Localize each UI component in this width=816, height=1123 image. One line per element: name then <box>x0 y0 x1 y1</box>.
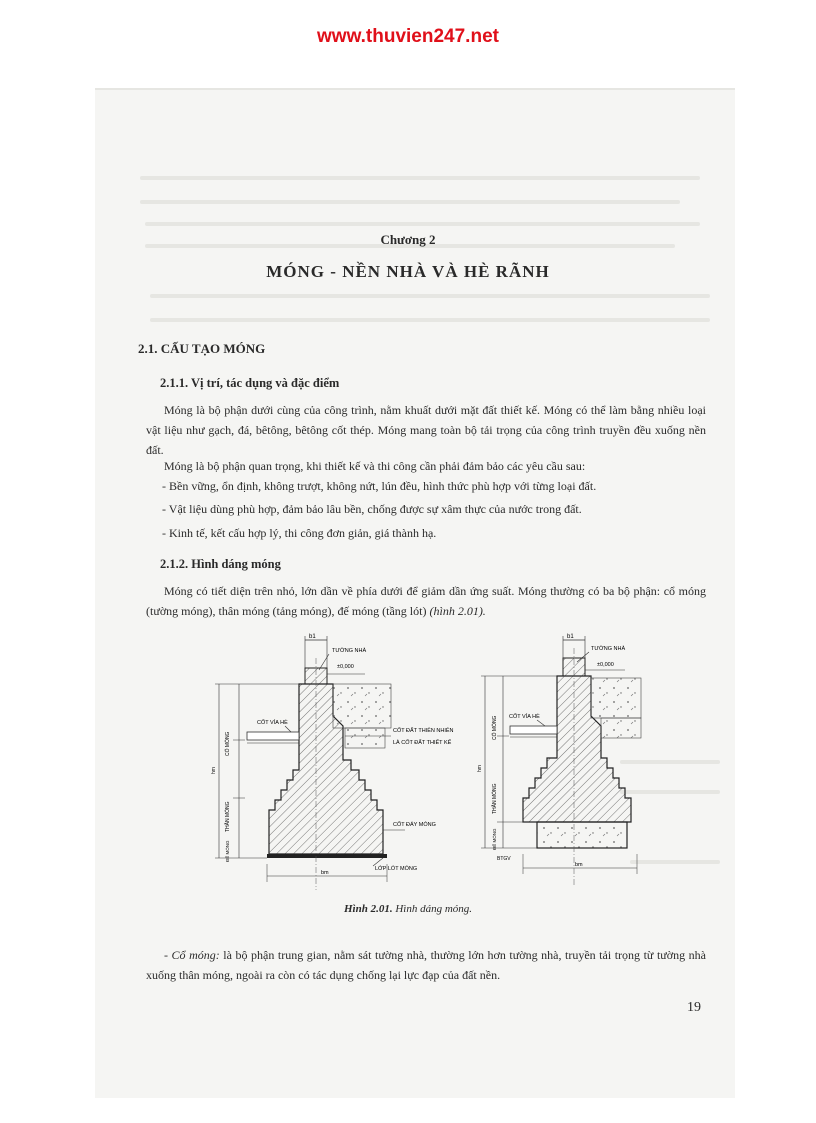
paragraph <box>146 945 706 985</box>
label-co-mong: CỔ MÓNG <box>225 731 231 756</box>
caption-text: Hình dáng móng. <box>395 903 473 915</box>
label-de-mong: ĐẾ MÓNG <box>225 840 230 862</box>
label-design-ground: LÀ CỐT ĐẤT THIẾT KẾ <box>393 740 452 746</box>
bleed-through <box>150 294 710 298</box>
right-foundation <box>477 634 641 886</box>
dim-bm: bm <box>575 862 583 868</box>
label-lining: LỚP LÓT MÓNG <box>375 866 418 872</box>
paragraph <box>146 581 706 621</box>
label-btgv: BTGV <box>497 856 511 862</box>
section-heading: 2.1. CẤU TẠO MÓNG <box>138 341 266 356</box>
figure-reference: (hình 2.01). <box>429 604 486 618</box>
dim-hm: hm <box>477 765 483 772</box>
term-co-mong: - Cổ móng: <box>164 948 220 962</box>
watermark-text[interactable]: www.thuvien247.net <box>317 26 499 47</box>
list-item: - Bền vững, ổn định, không trượt, không nứt, lún đều, hình thức phù hợp với từng loại đất. <box>162 479 597 493</box>
subsection-heading: 2.1.2. Hình dáng móng <box>160 557 281 571</box>
watermark-link[interactable] <box>0 26 816 48</box>
dim-hm: hm <box>211 767 217 774</box>
bleed-through <box>150 318 710 322</box>
label-wall: TƯỜNG NHÀ <box>591 646 626 652</box>
chapter-label: Chương 2 <box>380 232 436 247</box>
list-item: - Kinh tế, kết cấu hợp lý, thi công đơn giản, giá thành hạ. <box>162 526 437 540</box>
scan-edge <box>95 88 735 90</box>
left-foundation <box>211 634 454 890</box>
page-number: 19 <box>687 1000 701 1015</box>
bleed-through <box>145 222 700 226</box>
paragraph-text: Móng có tiết diện trên nhỏ, lớn dần về phía dưới để giảm dần ứng suất. Móng thường có ba bộ phận: cổ móng (tường móng), thân móng (tảng móng), đế móng (tầng lót) <box>146 584 706 618</box>
caption-label: Hình 2.01. <box>343 903 393 915</box>
label-bottom-level: CỐT ĐÁY MÓNG <box>393 822 436 828</box>
label-than-mong: THÂN MÓNG <box>492 783 498 814</box>
foundation-drawing <box>205 628 645 898</box>
label-wall: TƯỜNG NHÀ <box>332 648 367 654</box>
dim-b1: b1 <box>567 634 574 640</box>
dim-b1: b1 <box>309 634 316 640</box>
list-item: - Vật liệu dùng phù hợp, đảm bảo lâu bền, chống được sự xâm thực của nước trong đất. <box>162 502 582 516</box>
subsection-heading: 2.1.1. Vị trí, tác dụng và đặc điểm <box>160 376 340 390</box>
foundation-figure <box>205 628 645 903</box>
label-level: ±0,000 <box>597 662 614 668</box>
label-than-mong: THÂN MÓNG <box>225 801 231 832</box>
paragraph: Móng là bộ phận quan trọng, khi thiết kế và thi công cần phải đảm bảo các yêu cầu sau: <box>164 459 586 473</box>
label-cot-he: CỐT VỈA HÈ <box>257 720 288 726</box>
label-level: ±0,000 <box>337 664 354 670</box>
dim-bm: bm <box>321 870 329 876</box>
label-natural-ground: CỐT ĐẤT THIÊN NHIÊN <box>393 728 454 734</box>
label-cot-he: CỐT VỈA HÈ <box>509 714 540 720</box>
bleed-through <box>140 200 680 204</box>
paragraph: Móng là bộ phận dưới cùng của công trình, nằm khuất dưới mặt đất thiết kế. Móng có thể làm bằng nhiều loại vật liệu như gạch, đá, bêtông, bêtông cốt thép. Móng mang toàn bộ tải trọng của công trình truyền đều xuống nền đất. <box>146 403 706 457</box>
label-de-mong: ĐẾ MÓNG <box>492 828 497 850</box>
figure-caption <box>0 903 816 915</box>
label-co-mong: CỔ MÓNG <box>492 715 498 740</box>
chapter-title: MÓNG - NỀN NHÀ VÀ HÈ RÃNH <box>266 262 550 281</box>
paragraph-text: là bộ phận trung gian, nằm sát tường nhà, thường lớn hơn tường nhà, truyền tải trọng từ tường nhà xuống thân móng, ngoài ra còn có tác dụng chống lại lực đạp của đất nền. <box>146 948 706 982</box>
bleed-through <box>140 176 700 180</box>
